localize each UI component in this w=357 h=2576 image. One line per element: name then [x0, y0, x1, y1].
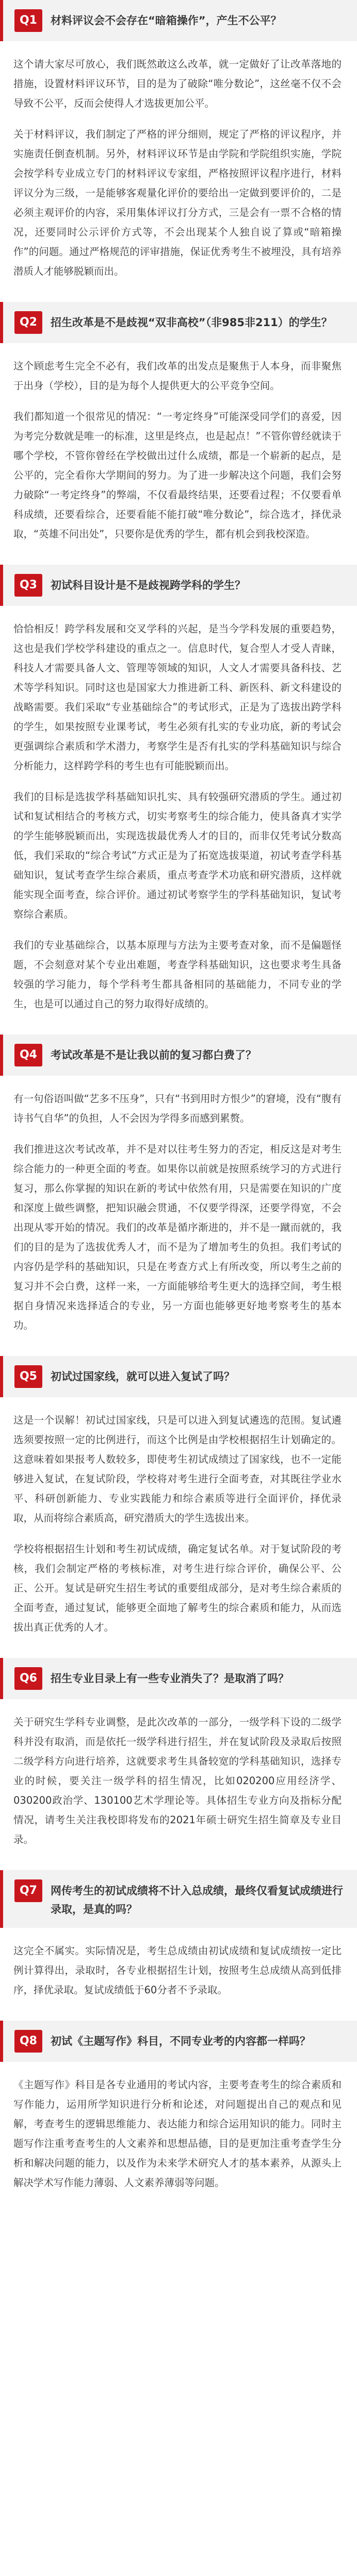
answer-body: [0, 1411, 357, 1637]
qa-section: [0, 302, 357, 544]
question-text: 网传考生的初试成绩将不计入总成绩，最终仅看复试成绩进行录取，是真的吗？: [51, 1885, 343, 1916]
answer-paragraph: 恰恰相反！跨学科发展和交叉学科的兴起，是当今学科发展的重要趋势，这也是我们学校学科建设的重点之一。信息时代，复合型人才受人青睐，科技人才需要具备人文、管理等领域的知识，人文人才需要具备科技、艺术等学科知识。同时这也是国家大力推进新工科、新医科、新文科建设的战略需要。我们采取“专业基础综合”的考试形式，正是为了选拔出跨学科的学生，如果按照专业课考试，考生必须有扎实的专业功底，新的考试会更强调综合素质和学术潜力，考察学生是否有扎实的学科基础知识与综合分析能力，这样跨学科的考生也有可能脱颖而出。: [13, 623, 342, 772]
question-number-badge: Q5: [14, 1365, 42, 1388]
answer-paragraph: 我们推进这次考试改革，并不是对以往考生努力的否定，相反这是对考生综合能力的一种更全面的考查。如果你以前就是按照系统学习的方式进行复习，那么你掌握的知识在新的考试中依然有用，只是需要在知识的广度和深度上做些调整，把知识融会贯通，不仅要学得深，还要学得宽，不会出现从零开始的情况。我们的改革是循序渐进的，并不是一蹴而就的，我们的目的是为了选拔优秀人才，而不是为了增加考生的负担。我们考试的内容仍是学科的基础知识，只是在考查方式上有所改变，所以考生之前的复习并不会白费，这样一来，一方面能够给考生更大的选择空间，考生根据自身情况来选择适合的专业，另一方面也能够更好地考察考生的基本功。: [13, 1143, 342, 1331]
answer-paragraph: 这是一个误解！初试过国家线，只是可以进入到复试遴选的范围。复试遴选须要按照一定的比例进行，而这个比例是由学校根据招生计划确定的。这意味着如果报考人数较多，即使考生初试成绩过了国家线，也不一定能够进入复试，在复试阶段，学校将对考生进行全面考查，对其既往学业水平、科研创新能力、专业实践能力和综合素质等进行全面评价，择优录取，从而将综合素质高，研究潜质大的学生选拔出来。: [13, 1414, 342, 1524]
question-bar: [0, 565, 357, 606]
answer-paragraph: 《主题写作》科目是各专业通用的考试内容，主要考查考生的综合素质和写作能力，运用所学知识进行分析和论述，对问题提出自己的观点和见解，考查考生的逻辑思维能力、表达能力和综合运用知识的能力。同时主题写作注重考查考生的人文素养和思想品德，目的是更加注重考查学生分析和解决问题的能力，以及作为未来学术研究人才的基本素养，从源头上解决学术写作能力薄弱、人文素养薄弱等问题。: [13, 2079, 342, 2189]
answer-body: [0, 55, 357, 281]
answer-paragraph: 我们都知道一个很常见的情况：“一考定终身”可能深受同学们的喜爱，因为考完分数就是唯一的标准，这里是终点，也是起点！”不管你曾经就读于哪个学校，不管你曾经在学校做出过什么成绩，都是一个崭新的起点，是公平的，完全看你大学期间的努力。为了进一步解决这个问题，我们会努力破除“一考定终身”的弊端，不仅看最终结果，还要看过程；不仅要看单科成绩，还要看综合，还要看能不能打破“唯分数论”，综合选才，择优录取，“英雄不问出处”，只要你是优秀的学生，都有机会到我校深造。: [13, 411, 342, 540]
question-bar: [0, 2021, 357, 2062]
answer-body: [0, 357, 357, 544]
answer-paragraph: 这个顾虑考生完全不必有，我们改革的出发点是聚焦于人本身，而非聚焦于出身（学校），目的是为每个人提供更大的公平竞争空间。: [13, 360, 342, 392]
question-bar: [0, 1356, 357, 1397]
question-text: 考试改革是不是让我以前的复习都白费了？: [51, 1049, 256, 1061]
question-text: 招生改革是不是歧视“双非高校”（非985非211）的学生？: [51, 316, 332, 329]
question-number-badge: Q4: [14, 1044, 42, 1066]
qa-section: [0, 0, 357, 281]
question-bar: [0, 1035, 357, 1076]
question-number-badge: Q7: [14, 1879, 42, 1902]
question-bar: [0, 1870, 357, 1928]
answer-body: [0, 619, 357, 1014]
answer-body: [0, 1941, 357, 2000]
answer-paragraph: 这完全不属实。实际情况是，考生总成绩由初试成绩和复试成绩按一定比例计算得出，录取时，各专业根据招生计划，按照考生总成绩从高到低排序，择优录取。复试成绩低于60分者不予录取。: [13, 1945, 342, 1996]
answer-paragraph: 我们的目标是选拔学科基础知识扎实、具有较强研究潜质的学生。通过初试和复试相结合的考核方式，切实考察考生的综合能力，使具备真才实学的学生能够脱颖而出，实现选拔最优秀人才的目的，而非仅凭考试分数高低，我们采取的“综合考试”方式正是为了拓宽选拔渠道，初试考查学科基础知识，复试考查学生综合素质，重点考查学术功底和研究潜质，这样就能实现全面考查，综合评价。通过初试考察学生的学科基础知识，复试考察综合素质。: [13, 791, 342, 920]
answer-paragraph: 关于研究生学科专业调整，是此次改革的一部分，一级学科下设的二级学科并没有取消，而是依托一级学科进行招生，并在复试阶段及录取后按照二级学科方向进行培养，这就要求考生具备较宽的学科基础知识，选择专业的时候，要关注一级学科的招生情况，比如020200应用经济学、030200政治学、130100艺术学理论等。具体招生专业方向及指标分配情况，请考生关注我校即将发布的2021年硕士研究生招生简章及专业目录。: [13, 1716, 342, 1845]
qa-section: [0, 1870, 357, 2000]
question-text: 招生专业目录上有一些专业消失了？是取消了吗？: [51, 1672, 289, 1685]
question-text: 初试过国家线，就可以进入复试了吗？: [51, 1370, 235, 1383]
qa-section: [0, 2021, 357, 2193]
question-text: 初试《主题写作》科目，不同专业考的内容都一样吗？: [51, 2035, 311, 2047]
answer-paragraph: 我们的专业基础综合，以基本原理与方法为主要考查对象，而不是偏题怪题，不会刻意对某个专业出难题，考查学科基础知识，这也要求考生具备较强的学习能力，每个学科考生都具备相同的基础能力，不同专业的学生，也是可以通过自己的努力取得好成绩的。: [13, 939, 342, 1010]
answer-paragraph: 这个请大家尽可放心，我们既然敢这么改革，就一定做好了让改革落地的措施，设置材料评议环节，目的是为了破除“唯分数论”，这丝毫不仅不会导致不公平，反而会使得人才选拔更加公平。: [13, 58, 342, 109]
answer-paragraph: 关于材料评议，我们制定了严格的评分细则，规定了严格的评议程序，并实施责任倒查机制。另外，材料评议环节是由学院和学院组织实施，学院会按学科专业成立专门的材料评议专家组，严格按照评议程序进行，材料评议分为三级，一是能够客观量化评价的要给出一定做到要评价的，二是必须主观评价的内容，采用集体评议打分方式，三是会有一票不合格的情况，还要同时公示评价方式等，不会出现某个人独自说了算或“暗箱操作”的问题。通过严格规范的评审措施，保证优秀考生不被埋没，具有培养潜质人才能够脱颖而出。: [13, 128, 342, 277]
question-bar: [0, 0, 357, 41]
answer-body: [0, 1089, 357, 1335]
question-number-badge: Q1: [14, 9, 42, 32]
question-number-badge: Q6: [14, 1667, 42, 1690]
answer-paragraph: 学校将根据招生计划和考生初试成绩，确定复试名单。对于复试阶段的考核，我们会制定严格的考核标准，对考生进行综合评价，确保公平、公正、公开。复试是研究生招生考试的重要组成部分，是对考生综合素质的全面考查，通过复试，能够更全面地了解考生的综合素质和能力，从而选拔出真正优秀的人才。: [13, 1543, 342, 1633]
question-bar: [0, 302, 357, 343]
question-bar: [0, 1658, 357, 1699]
answer-body: [0, 1713, 357, 1850]
qa-section: [0, 1035, 357, 1335]
question-number-badge: Q3: [14, 574, 42, 597]
qa-section: [0, 1658, 357, 1850]
question-number-badge: Q2: [14, 311, 42, 334]
answer-body: [0, 2075, 357, 2193]
qa-section: [0, 565, 357, 1014]
question-number-badge: Q8: [14, 2030, 42, 2053]
question-text: 初试科目设计是不是歧视跨学科的学生？: [51, 579, 246, 591]
answer-paragraph: 有一句俗语叫做“艺多不压身”，只有“书到用时方恨少”的窘境，没有“腹有诗书气自华”的负担，人不会因为学得多而感到累赘。: [13, 1093, 342, 1124]
qa-section: [0, 1356, 357, 1637]
question-text: 材料评议会不会存在“暗箱操作”，产生不公平？: [51, 14, 282, 27]
